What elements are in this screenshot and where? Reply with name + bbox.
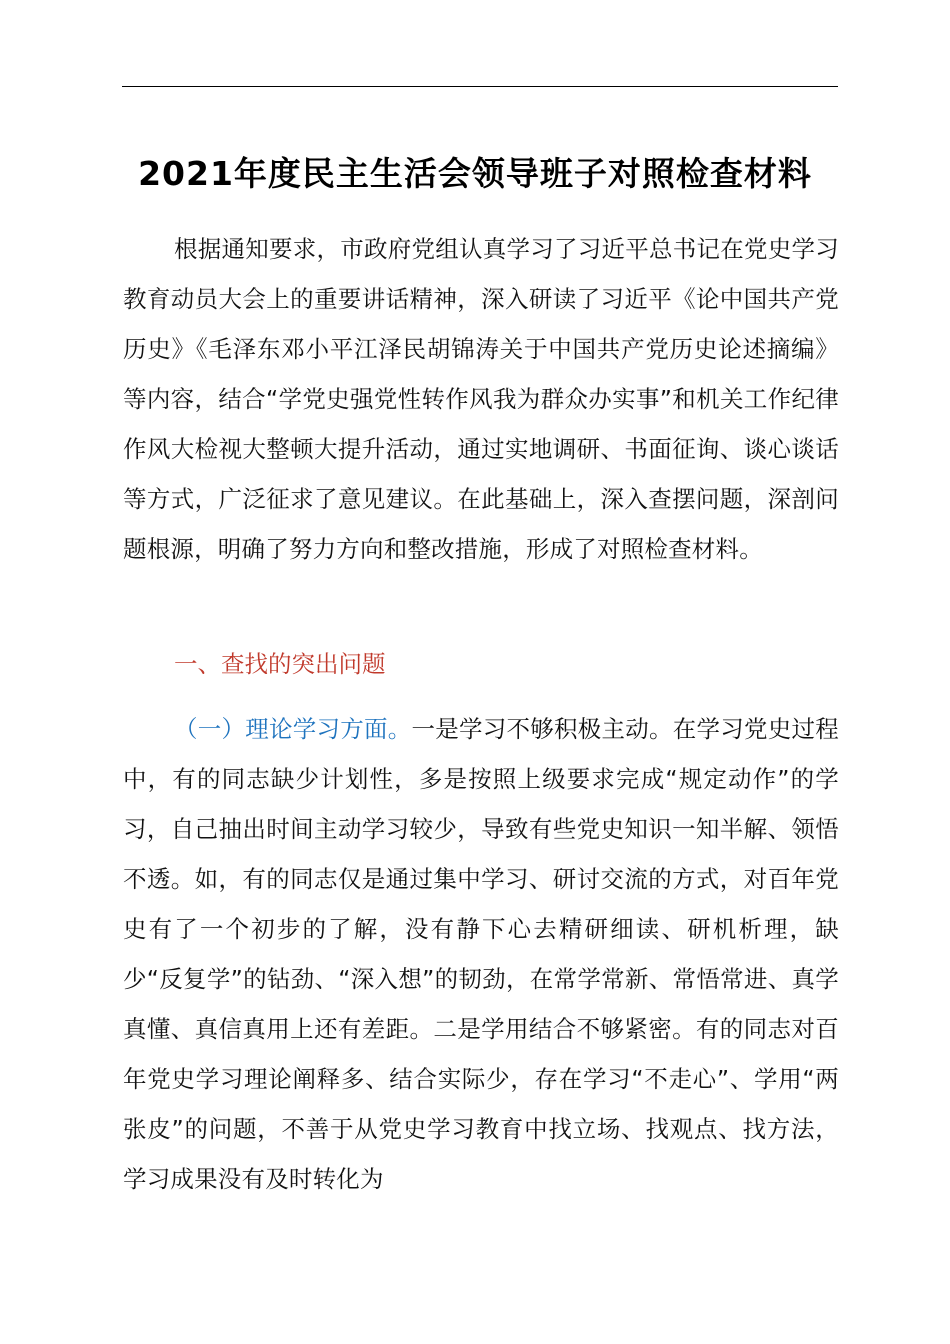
subsection-body: 一是学习不够积极主动。在学习党史过程中，有的同志缺少计划性，多是按照上级要求完成“规定动作”的学习，自己抽出时间主动学习较少，导致有些党史知识一知半解、领悟不透。如，有的同志仅是通过集中学习、研讨交流的方式，对百年党史有了一个初步的了解，没有静下心去精研细读、研机析理，缺少“反复学”的钻劲、“深入想”的韧劲，在常学常新、常悟常进、真学真懂、真信真用上还有差距。二是学用结合不够紧密。有的同志对百年党史学习理论阐释多、结合实际少，存在学习“不走心”、学用“两张皮”的问题，不善于从党史学习教育中找立场、找观点、找方法，学习成果没有及时转化为 xyxy=(123,715,839,1193)
subsection-paragraph xyxy=(123,704,839,1204)
header-rule xyxy=(122,86,838,87)
intro-paragraph: 根据通知要求，市政府党组认真学习了习近平总书记在党史学习教育动员大会上的重要讲话精神，深入研读了习近平《论中国共产党历史》《毛泽东邓小平江泽民胡锦涛关于中国共产党历史论述摘编》等内容，结合“学党史强党性转作风我为群众办实事”和机关工作纪律作风大检视大整顿大提升活动，通过实地调研、书面征询、谈心谈话等方式，广泛征求了意见建议。在此基础上，深入查摆问题，深剖问题根源，明确了努力方向和整改措施，形成了对照检查材料。 xyxy=(123,235,839,563)
section-heading: 一、查找的突出问题 xyxy=(174,650,386,678)
document-title: 2021年度民主生活会领导班子对照检查材料 xyxy=(138,154,812,193)
subsection-heading: （一）理论学习方面。 xyxy=(174,715,412,743)
